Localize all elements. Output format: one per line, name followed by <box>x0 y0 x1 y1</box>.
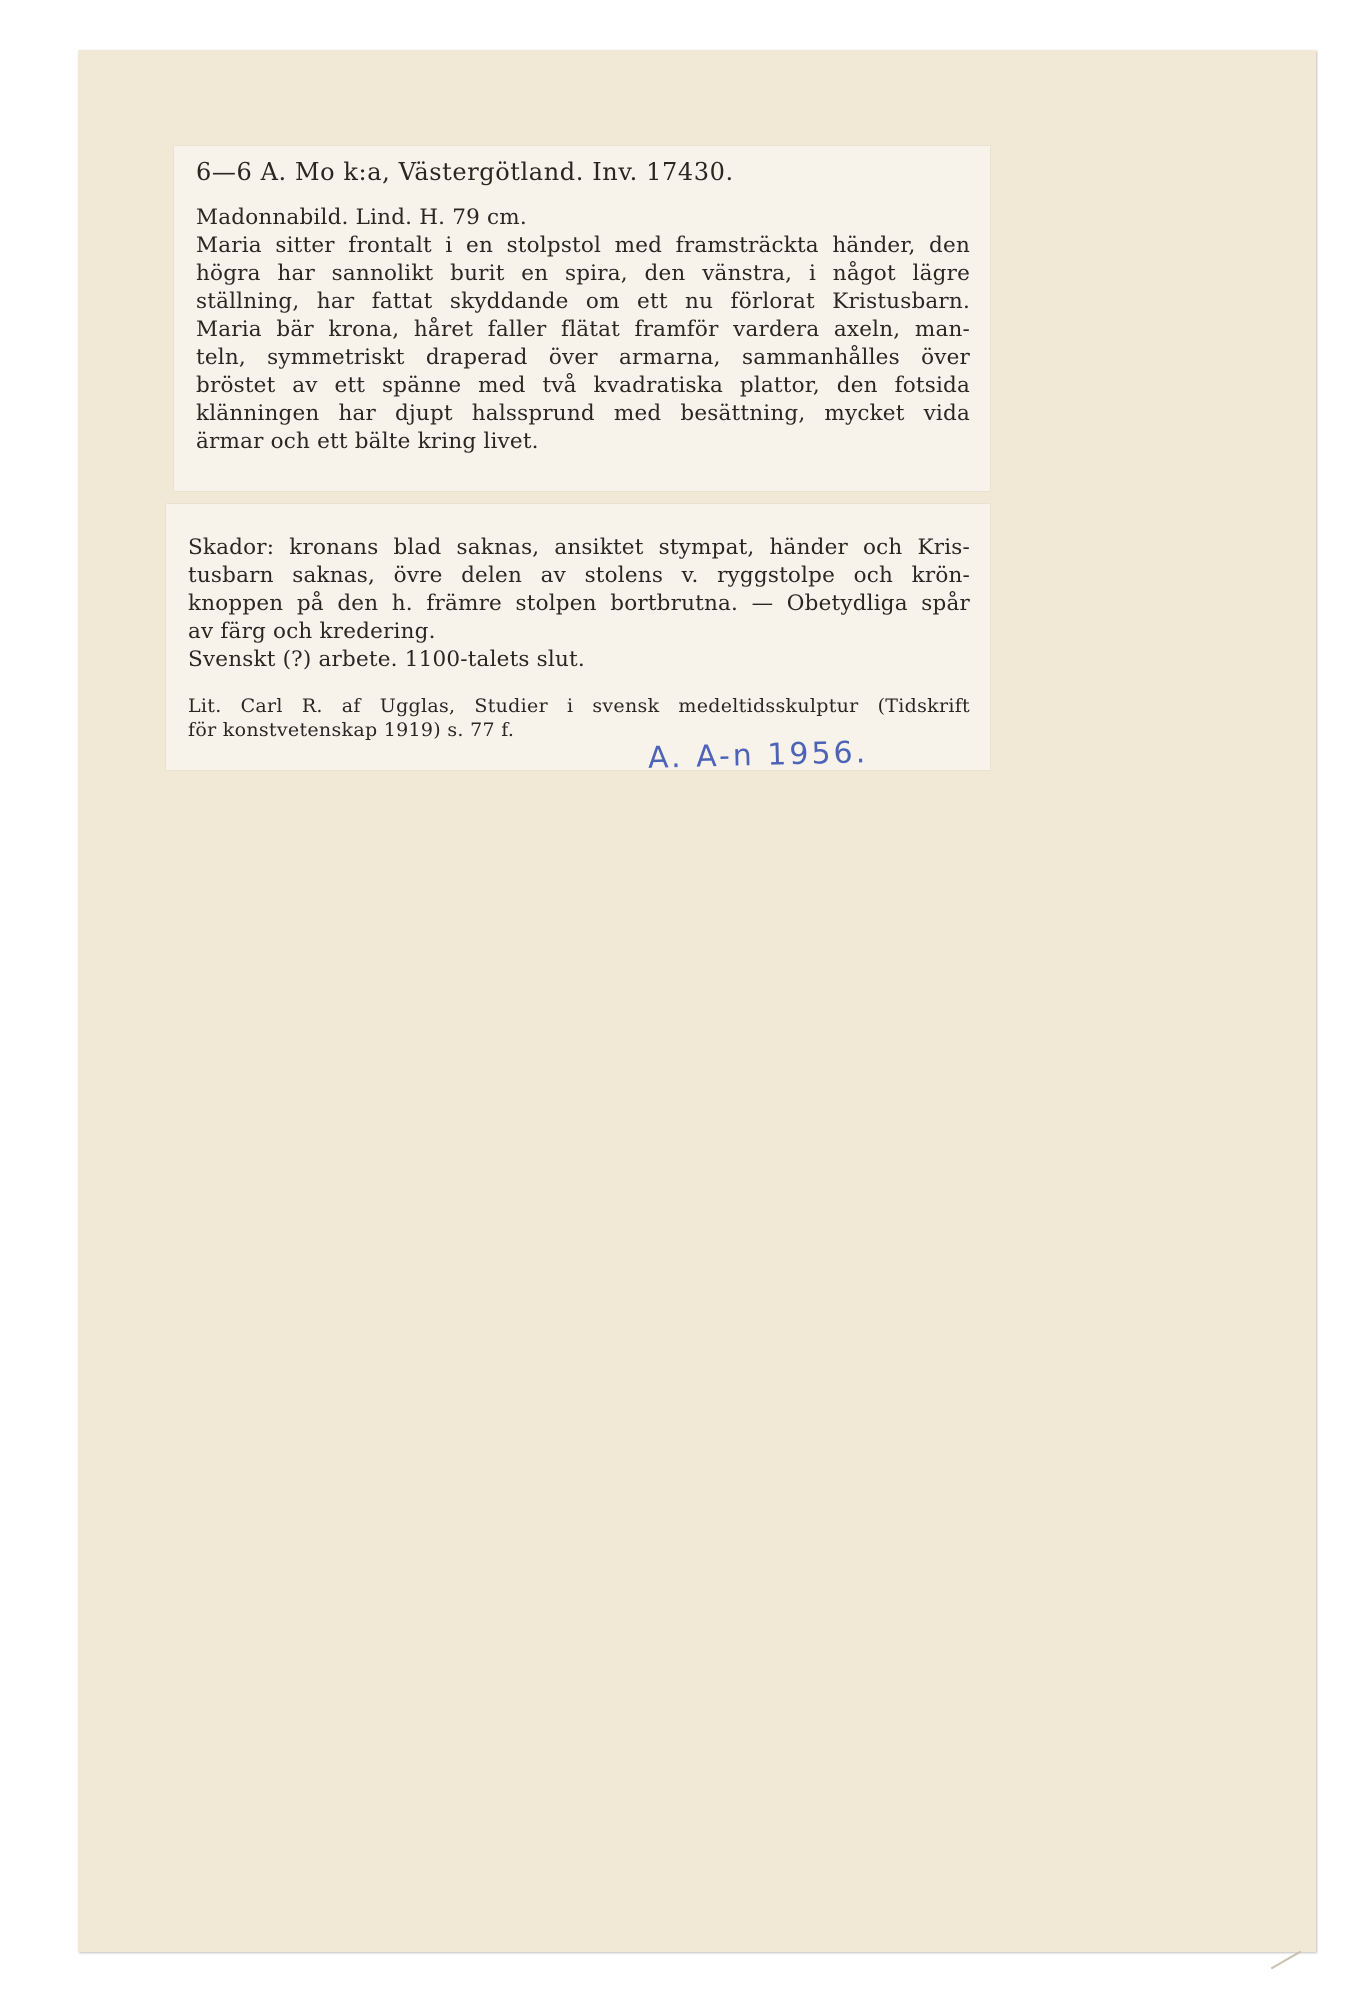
corner-mark <box>1271 1951 1301 1970</box>
description-line: teln, symmetriskt draperad över armarna, sammanhålles över <box>196 345 970 370</box>
description-line: ställning, har fattat skyddande om ett nu förlorat Kristusbarn. <box>196 289 970 314</box>
condition-line: av färg och kredering. <box>188 619 436 644</box>
catalog-slip-description <box>174 146 990 491</box>
handwritten-note: A. A-n 1956. <box>647 735 869 776</box>
catalog-slip-condition <box>166 504 990 770</box>
catalog-heading: 6—6 A. Mo k:a, Västergötland. Inv. 17430. <box>196 158 734 186</box>
description-line: klänningen har djupt halssprund med besättning, mycket vida <box>196 401 970 426</box>
description-line: ärmar och ett bälte kring livet. <box>196 429 539 454</box>
description-line: bröstet av ett spänne med två kvadratiska plattor, den fotsida <box>196 373 970 398</box>
condition-line: Skador: kronans blad saknas, ansiktet stympat, händer och Kris- <box>188 535 970 560</box>
object-summary: Madonnabild. Lind. H. 79 cm. <box>196 205 527 230</box>
description-line: högra har sannolikt burit en spira, den vänstra, i något lägre <box>196 261 970 286</box>
literature-line: Lit. Carl R. af Ugglas, Studier i svensk medeltidsskulptur (Tidskrift <box>188 695 970 717</box>
literature-line: för konstvetenskap 1919) s. 77 f. <box>188 719 515 741</box>
condition-line: tusbarn saknas, övre delen av stolens v. ryggstolpe och krön- <box>188 563 970 588</box>
description-line: Maria sitter frontalt i en stolpstol med framsträckta händer, den <box>196 233 970 258</box>
description-line: Maria bär krona, håret faller flätat framför vardera axeln, man- <box>196 317 970 342</box>
condition-line: knoppen på den h. främre stolpen bortbrutna. — Obetydliga spår <box>188 591 970 616</box>
origin-line: Svenskt (?) arbete. 1100-talets slut. <box>188 647 585 672</box>
